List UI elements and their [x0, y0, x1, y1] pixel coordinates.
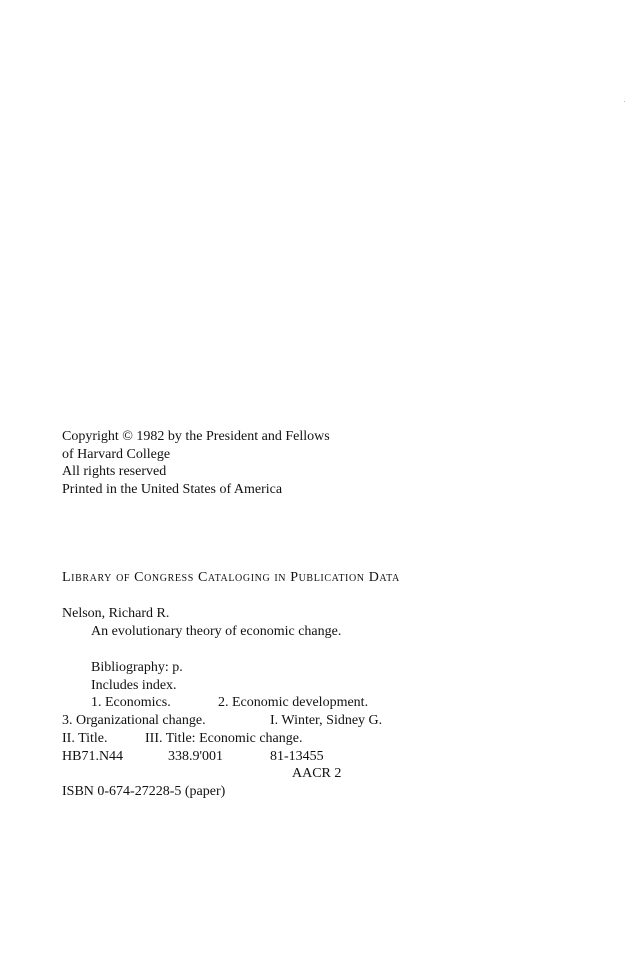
copyright-holder-line: of Harvard College: [62, 447, 171, 462]
printed-line: Printed in the United States of America: [62, 482, 283, 497]
cip-dewey-number: 338.9'001: [168, 749, 224, 764]
cip-subject: 3. Organizational change.: [62, 713, 206, 728]
cip-index-note: Includes index.: [91, 678, 177, 693]
cip-aacr: AACR 2: [292, 766, 342, 781]
copyright-line: Copyright © 1982 by the President and Fellows: [62, 429, 330, 444]
cip-title-entry: III. Title: Economic change.: [145, 731, 303, 746]
page-speck: [624, 101, 625, 102]
cip-lccn: 81-13455: [270, 749, 324, 764]
cip-title-entry: II. Title.: [62, 731, 108, 746]
cip-title: An evolutionary theory of economic change.: [91, 624, 342, 639]
cip-call-number: HB71.N44: [62, 749, 124, 764]
cip-subject: 1. Economics.: [91, 695, 171, 710]
cip-author: Nelson, Richard R.: [62, 606, 170, 621]
cip-heading: Library of Congress Cataloging in Publication Data: [62, 570, 400, 585]
rights-line: All rights reserved: [62, 464, 167, 479]
cip-coauthor: I. Winter, Sidney G.: [270, 713, 383, 728]
cip-subject: 2. Economic development.: [218, 695, 369, 710]
cip-bibliography: Bibliography: p.: [91, 660, 183, 675]
cip-isbn: ISBN 0-674-27228-5 (paper): [62, 784, 226, 799]
